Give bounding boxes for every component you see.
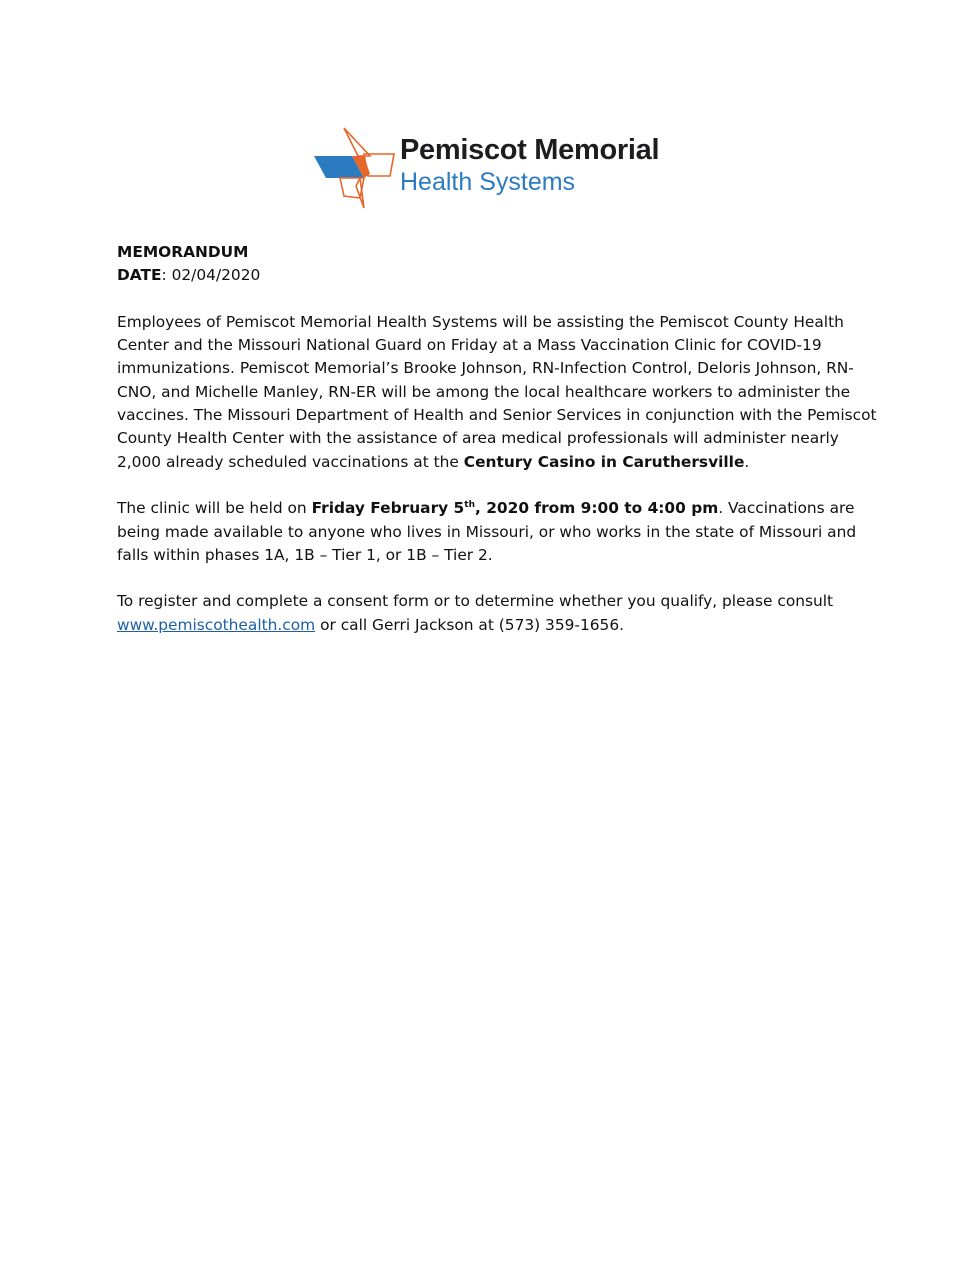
paragraph-1-text: Employees of Pemiscot Memorial Health Systems will be assisting the Pemiscot County Health Center and the Missouri National Guard on Friday at a Mass Vaccination Clinic for COVID-19 immunizations. Pemiscot Memorial’s Brooke Johnson, RN-Infection Control, Deloris Johnson, RN-CNO, and Michelle Manley, RN-ER will be among the local healthcare workers to administer the vaccines. The Missouri Department of Health and Senior Services in conjunction with the Pemiscot County Health Center with the assistance of area medical professionals will administer nearly 2,000 already scheduled vaccinations at the bbox=[117, 312, 877, 471]
paragraph-2-rest: . Vaccinations are being made available to anyone who lives in Missouri, or who works in the state of Missouri and falls within phases 1A, 1B – Tier 1, or 1B – Tier 2. bbox=[117, 499, 857, 564]
website-link[interactable]: www.pemiscothealth.com bbox=[117, 615, 316, 634]
paragraph-1-end: . bbox=[744, 452, 750, 471]
paragraph-2 bbox=[117, 497, 877, 567]
date-value: 02/04/2020 bbox=[166, 266, 261, 285]
memo-date-line bbox=[117, 264, 877, 287]
paragraph-3 bbox=[117, 590, 877, 637]
memo-body bbox=[117, 241, 877, 637]
paragraph-1 bbox=[117, 311, 877, 474]
clinic-date: Friday February 5 bbox=[311, 499, 465, 518]
memo-heading: MEMORANDUM bbox=[117, 243, 249, 261]
clinic-time: , 2020 from 9:00 to 4:00 pm bbox=[474, 499, 719, 518]
date-label: DATE bbox=[117, 266, 162, 285]
organization-logo bbox=[312, 126, 682, 210]
venue-name: Century Casino in Caruthersville bbox=[463, 452, 745, 471]
date-ordinal: th bbox=[464, 500, 475, 511]
logo-name: Pemiscot Memorial bbox=[400, 134, 660, 166]
paragraph-3-rest: or call Gerri Jackson at (573) 359-1656. bbox=[315, 615, 625, 634]
logo-subtitle: Health Systems bbox=[400, 168, 576, 196]
paragraph-2-lead: The clinic will be held on bbox=[117, 499, 312, 518]
date-separator: : bbox=[161, 266, 167, 285]
logo-mark-icon bbox=[312, 126, 396, 210]
paragraph-3-lead: To register and complete a consent form or to determine whether you qualify, please consult bbox=[117, 592, 834, 611]
